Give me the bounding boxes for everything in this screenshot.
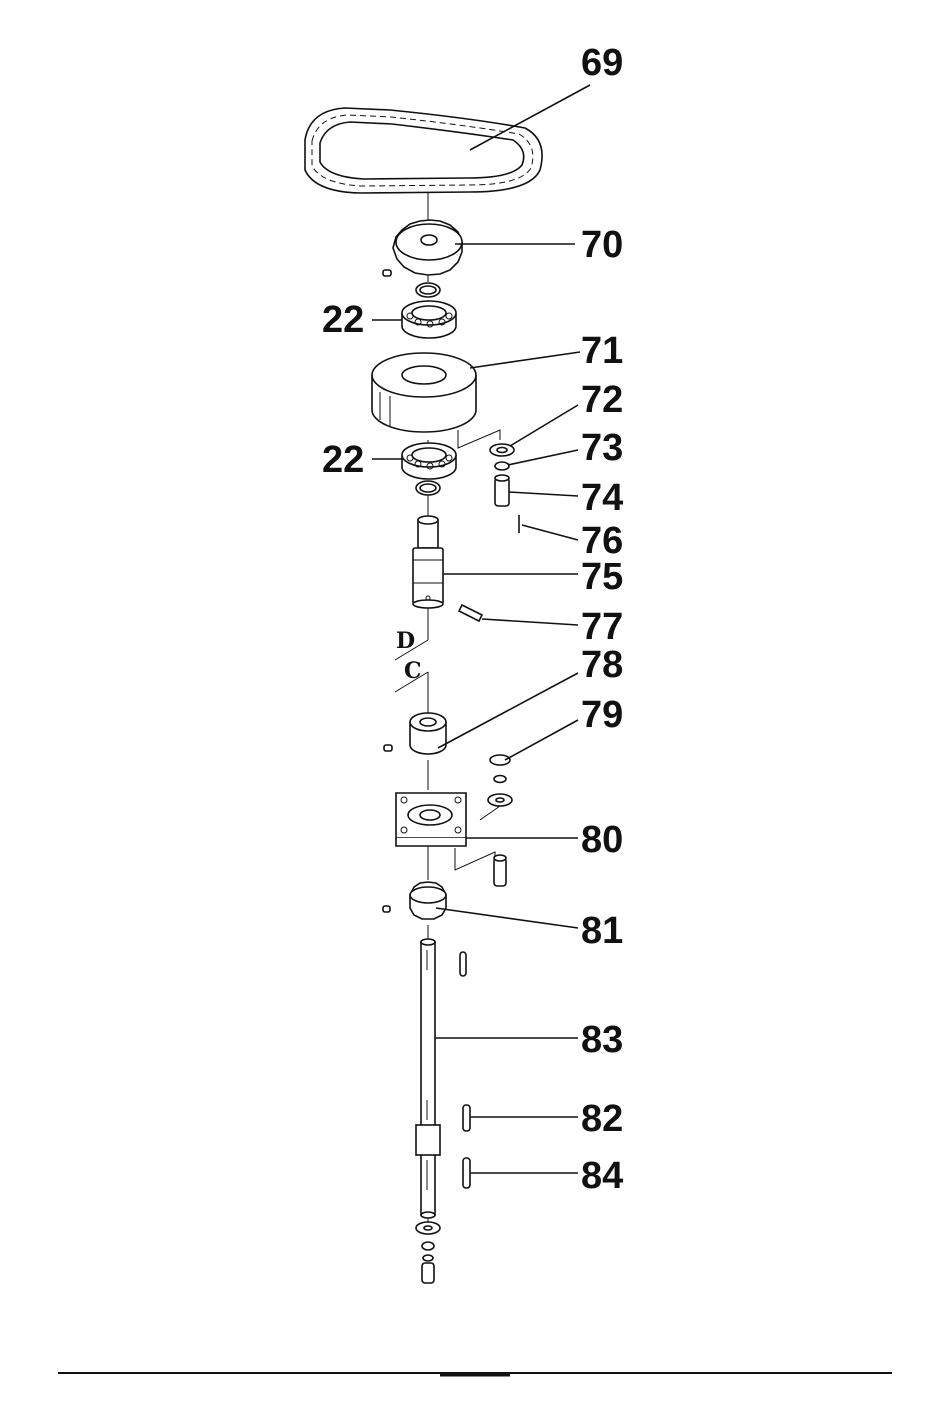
shaft-75 <box>413 516 443 608</box>
bottom-fastener-stack <box>416 1222 440 1283</box>
pin-upper <box>460 952 466 976</box>
reference-break-c <box>395 658 428 692</box>
pin-82 <box>463 1105 470 1131</box>
callout-79: 79 <box>581 694 624 736</box>
pin-77 <box>459 605 482 621</box>
gear-81 <box>383 882 446 919</box>
bolt-74 <box>495 475 509 506</box>
callout-74: 74 <box>581 477 624 519</box>
snap-ring-lower <box>416 481 440 495</box>
reference-label-c: C <box>404 658 422 684</box>
callout-77: 77 <box>581 606 624 648</box>
callout-78: 78 <box>581 644 624 686</box>
callout-22-lower: 22 <box>322 439 365 481</box>
bearing-22-upper <box>402 301 456 338</box>
callout-83: 83 <box>581 1019 624 1061</box>
page-footer-rule <box>58 1373 892 1375</box>
callout-71: 71 <box>581 330 624 372</box>
callout-69: 69 <box>581 42 624 84</box>
sprocket-70 <box>383 220 462 276</box>
pin-84 <box>463 1158 470 1188</box>
callout-84: 84 <box>581 1155 624 1197</box>
washer-79 <box>488 755 512 806</box>
coupling-78 <box>384 713 446 754</box>
chain-69 <box>305 108 542 193</box>
callout-80: 80 <box>581 819 624 861</box>
callout-72: 72 <box>581 379 624 421</box>
fastener-axis-80 <box>455 848 495 870</box>
housing-71 <box>372 353 476 432</box>
bearing-22-lower <box>402 443 456 479</box>
callout-76: 76 <box>581 520 624 562</box>
lock-washer-73 <box>495 462 509 470</box>
bolt-80 <box>494 855 506 886</box>
reference-break-d <box>395 628 428 660</box>
reference-label-d: D <box>396 628 416 654</box>
callout-73: 73 <box>581 427 624 469</box>
callout-70: 70 <box>581 224 624 266</box>
callout-81: 81 <box>581 910 624 952</box>
snap-ring-upper <box>416 283 440 297</box>
callout-22-upper: 22 <box>322 299 365 341</box>
shaft-83 <box>416 939 440 1218</box>
callout-numbers <box>322 42 623 1197</box>
callout-82: 82 <box>581 1098 624 1140</box>
callout-75: 75 <box>581 556 624 598</box>
